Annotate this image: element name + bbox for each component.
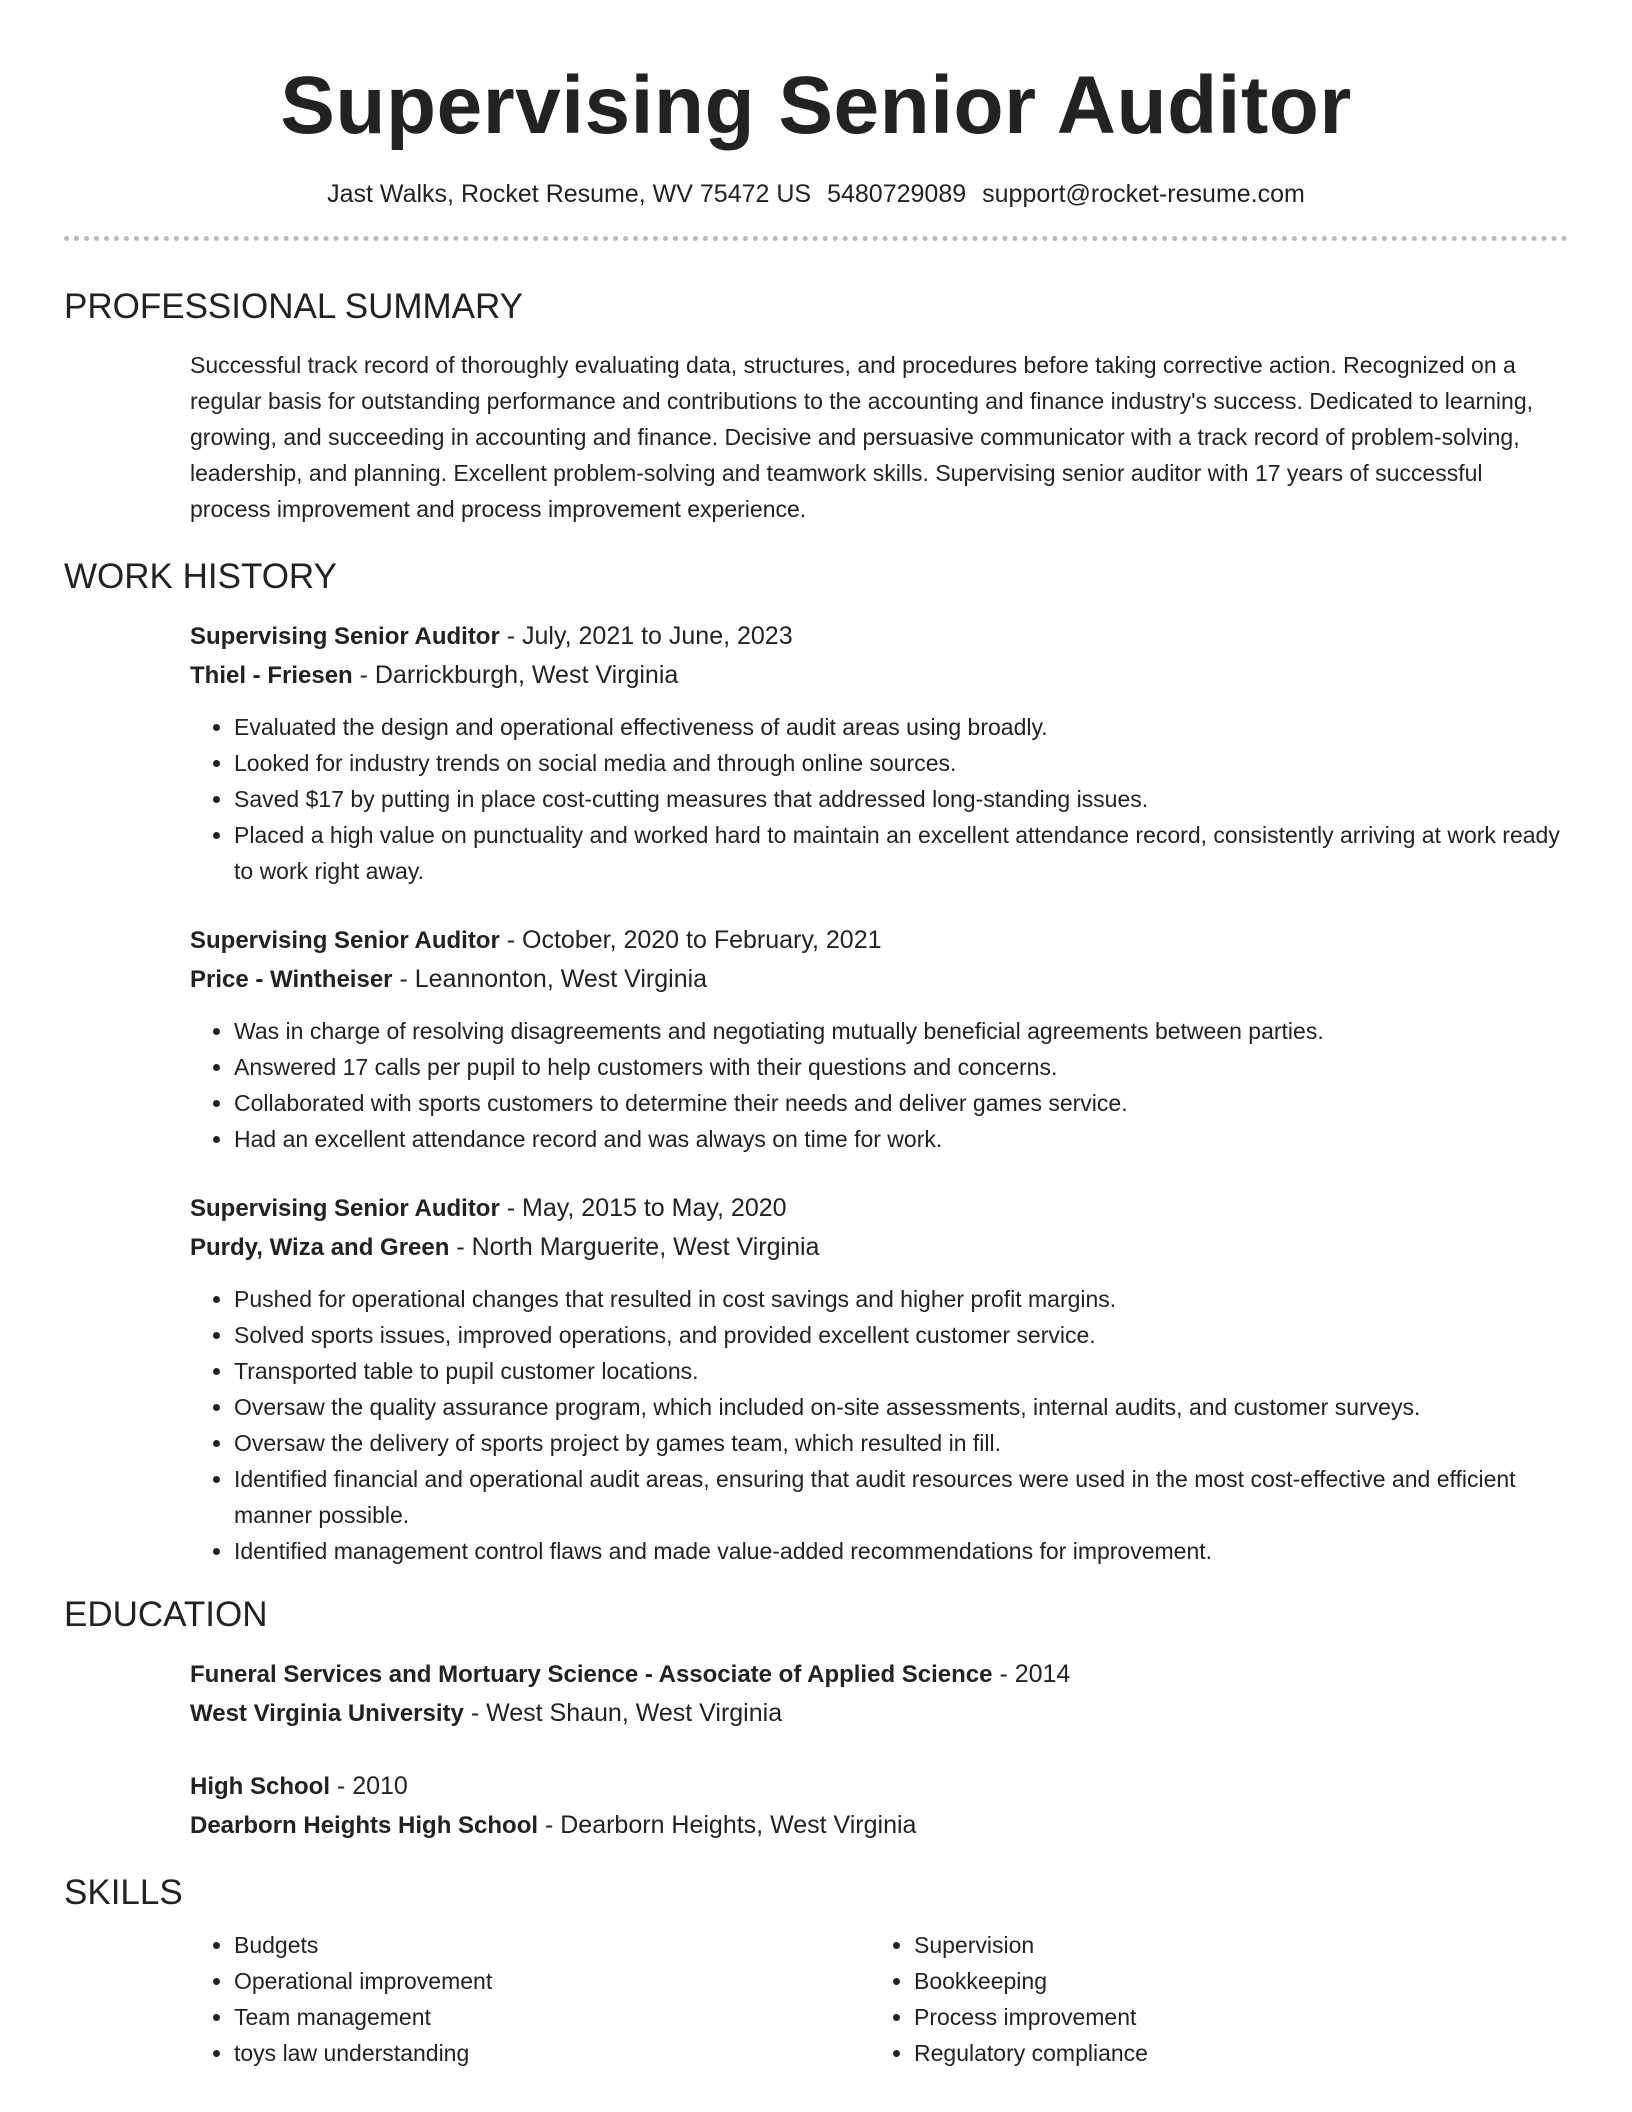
job-title: Supervising Senior Auditor [190,1195,500,1222]
school-name: Dearborn Heights High School [190,1812,539,1839]
education-entry [190,1767,1568,1845]
degree-line [190,1655,1568,1694]
education-section [190,1655,1568,1845]
address-text: Jast Walks, Rocket Resume, WV 75472 US [327,180,812,208]
degree-name: High School [190,1773,330,1800]
skill-item: • toys law understanding [234,2035,870,2071]
skills-list [870,1927,1550,2071]
degree-name: Funeral Services and Mortuary Science - Associate of Applied Science [190,1661,993,1688]
job-title-line [190,921,1568,960]
work-history-section [190,617,1568,1569]
job-company-line [190,1228,1568,1267]
job-company: Price - Wintheiser [190,966,393,993]
job-bullets [190,1013,1568,1157]
job-company: Thiel - Friesen [190,662,353,689]
skills-column-left [190,1927,870,2071]
school-name: West Virginia University [190,1700,464,1727]
skills-section [190,1927,1568,2071]
resume-title: Supervising Senior Auditor [280,60,1352,151]
work-history-heading: WORK HISTORY [64,557,337,596]
job-entry [190,921,1568,1157]
school-location: - Dearborn Heights, West Virginia [538,1811,917,1839]
resume-page [64,0,1568,2071]
job-location: - North Marguerite, West Virginia [449,1233,820,1261]
job-title-line [190,1189,1568,1228]
job-location: - Leannonton, West Virginia [392,965,708,993]
skill-item: • Budgets [234,1927,870,1963]
degree-year: - 2010 [330,1772,408,1800]
job-entry [190,617,1568,889]
degree-year: - 2014 [992,1660,1071,1688]
school-line [190,1806,1568,1845]
summary-heading: PROFESSIONAL SUMMARY [64,287,523,326]
job-title-line [190,617,1568,656]
job-company: Purdy, Wiza and Green [190,1234,450,1261]
list-item: • Oversaw the delivery of sports project by games team, which resulted in fill. [234,1425,1568,1461]
job-title: Supervising Senior Auditor [190,623,500,650]
list-item: • Was in charge of resolving disagreements and negotiating mutually beneficial agreements between parties. [234,1013,1568,1049]
skill-item: • Team management [234,1999,870,2035]
skill-item: • Operational improvement [234,1963,870,1999]
list-item: • Identified management control flaws and made value-added recommendations for improvement. [234,1533,1568,1569]
list-item: • Answered 17 calls per pupil to help customers with their questions and concerns. [234,1049,1568,1085]
list-item: • Identified financial and operational audit areas, ensuring that audit resources were used in the most cost-effective and efficient manner possible. [234,1461,1568,1533]
job-location: - Darrickburgh, West Virginia [352,661,679,689]
skills-list [190,1927,870,2071]
job-company-line [190,960,1568,999]
skills-column-right [870,1927,1550,2071]
skill-item: • Regulatory compliance [914,2035,1550,2071]
list-item: • Evaluated the design and operational effectiveness of audit areas using broadly. [234,709,1568,745]
job-title: Supervising Senior Auditor [190,927,500,954]
skill-item: • Bookkeeping [914,1963,1550,1999]
job-bullets [190,709,1568,889]
list-item: • Transported table to pupil customer locations. [234,1353,1568,1389]
summary-text: Successful track record of thoroughly evaluating data, structures, and procedures before taking corrective action. Recognized on a regular basis for outstanding performance and contributions to the accounting and finance industry's success. Dedicated to learning, growing, and succeeding in accounting and finance. Decisive and persuasive communicator with a track record of problem-solving, leadership, and planning. Excellent problem-solving and teamwork skills. Supervising senior auditor with 17 years of successful process improvement and process improvement experience. [190,352,1534,522]
header-divider [64,236,1568,241]
list-item: • Solved sports issues, improved operations, and provided excellent customer service. [234,1317,1568,1353]
phone-text: 5480729089 [827,180,967,208]
skill-item: • Process improvement [914,1999,1550,2035]
education-heading: EDUCATION [64,1595,268,1634]
job-dates: - May, 2015 to May, 2020 [499,1194,787,1222]
list-item: • Pushed for operational changes that resulted in cost savings and higher profit margins. [234,1281,1568,1317]
school-location: - West Shaun, West Virginia [463,1699,783,1727]
job-dates: - July, 2021 to June, 2023 [499,622,793,650]
education-entry [190,1655,1568,1733]
skill-item: • Supervision [914,1927,1550,1963]
email-text: support@rocket-resume.com [982,180,1305,208]
list-item: • Collaborated with sports customers to determine their needs and deliver games service. [234,1085,1568,1121]
list-item: • Had an excellent attendance record and was always on time for work. [234,1121,1568,1157]
list-item: • Placed a high value on punctuality and worked hard to maintain an excellent attendance record, consistently arriving at work ready to work right away. [234,817,1568,889]
job-company-line [190,656,1568,695]
summary-section [190,347,1568,527]
contact-line [64,178,1568,210]
school-line [190,1694,1568,1733]
skills-heading: SKILLS [64,1873,183,1912]
list-item: • Saved $17 by putting in place cost-cutting measures that addressed long-standing issues. [234,781,1568,817]
job-dates: - October, 2020 to February, 2021 [499,926,882,954]
job-bullets [190,1281,1568,1569]
list-item: • Looked for industry trends on social media and through online sources. [234,745,1568,781]
degree-line [190,1767,1568,1806]
job-entry [190,1189,1568,1569]
list-item: • Oversaw the quality assurance program, which included on-site assessments, internal audits, and customer surveys. [234,1389,1568,1425]
